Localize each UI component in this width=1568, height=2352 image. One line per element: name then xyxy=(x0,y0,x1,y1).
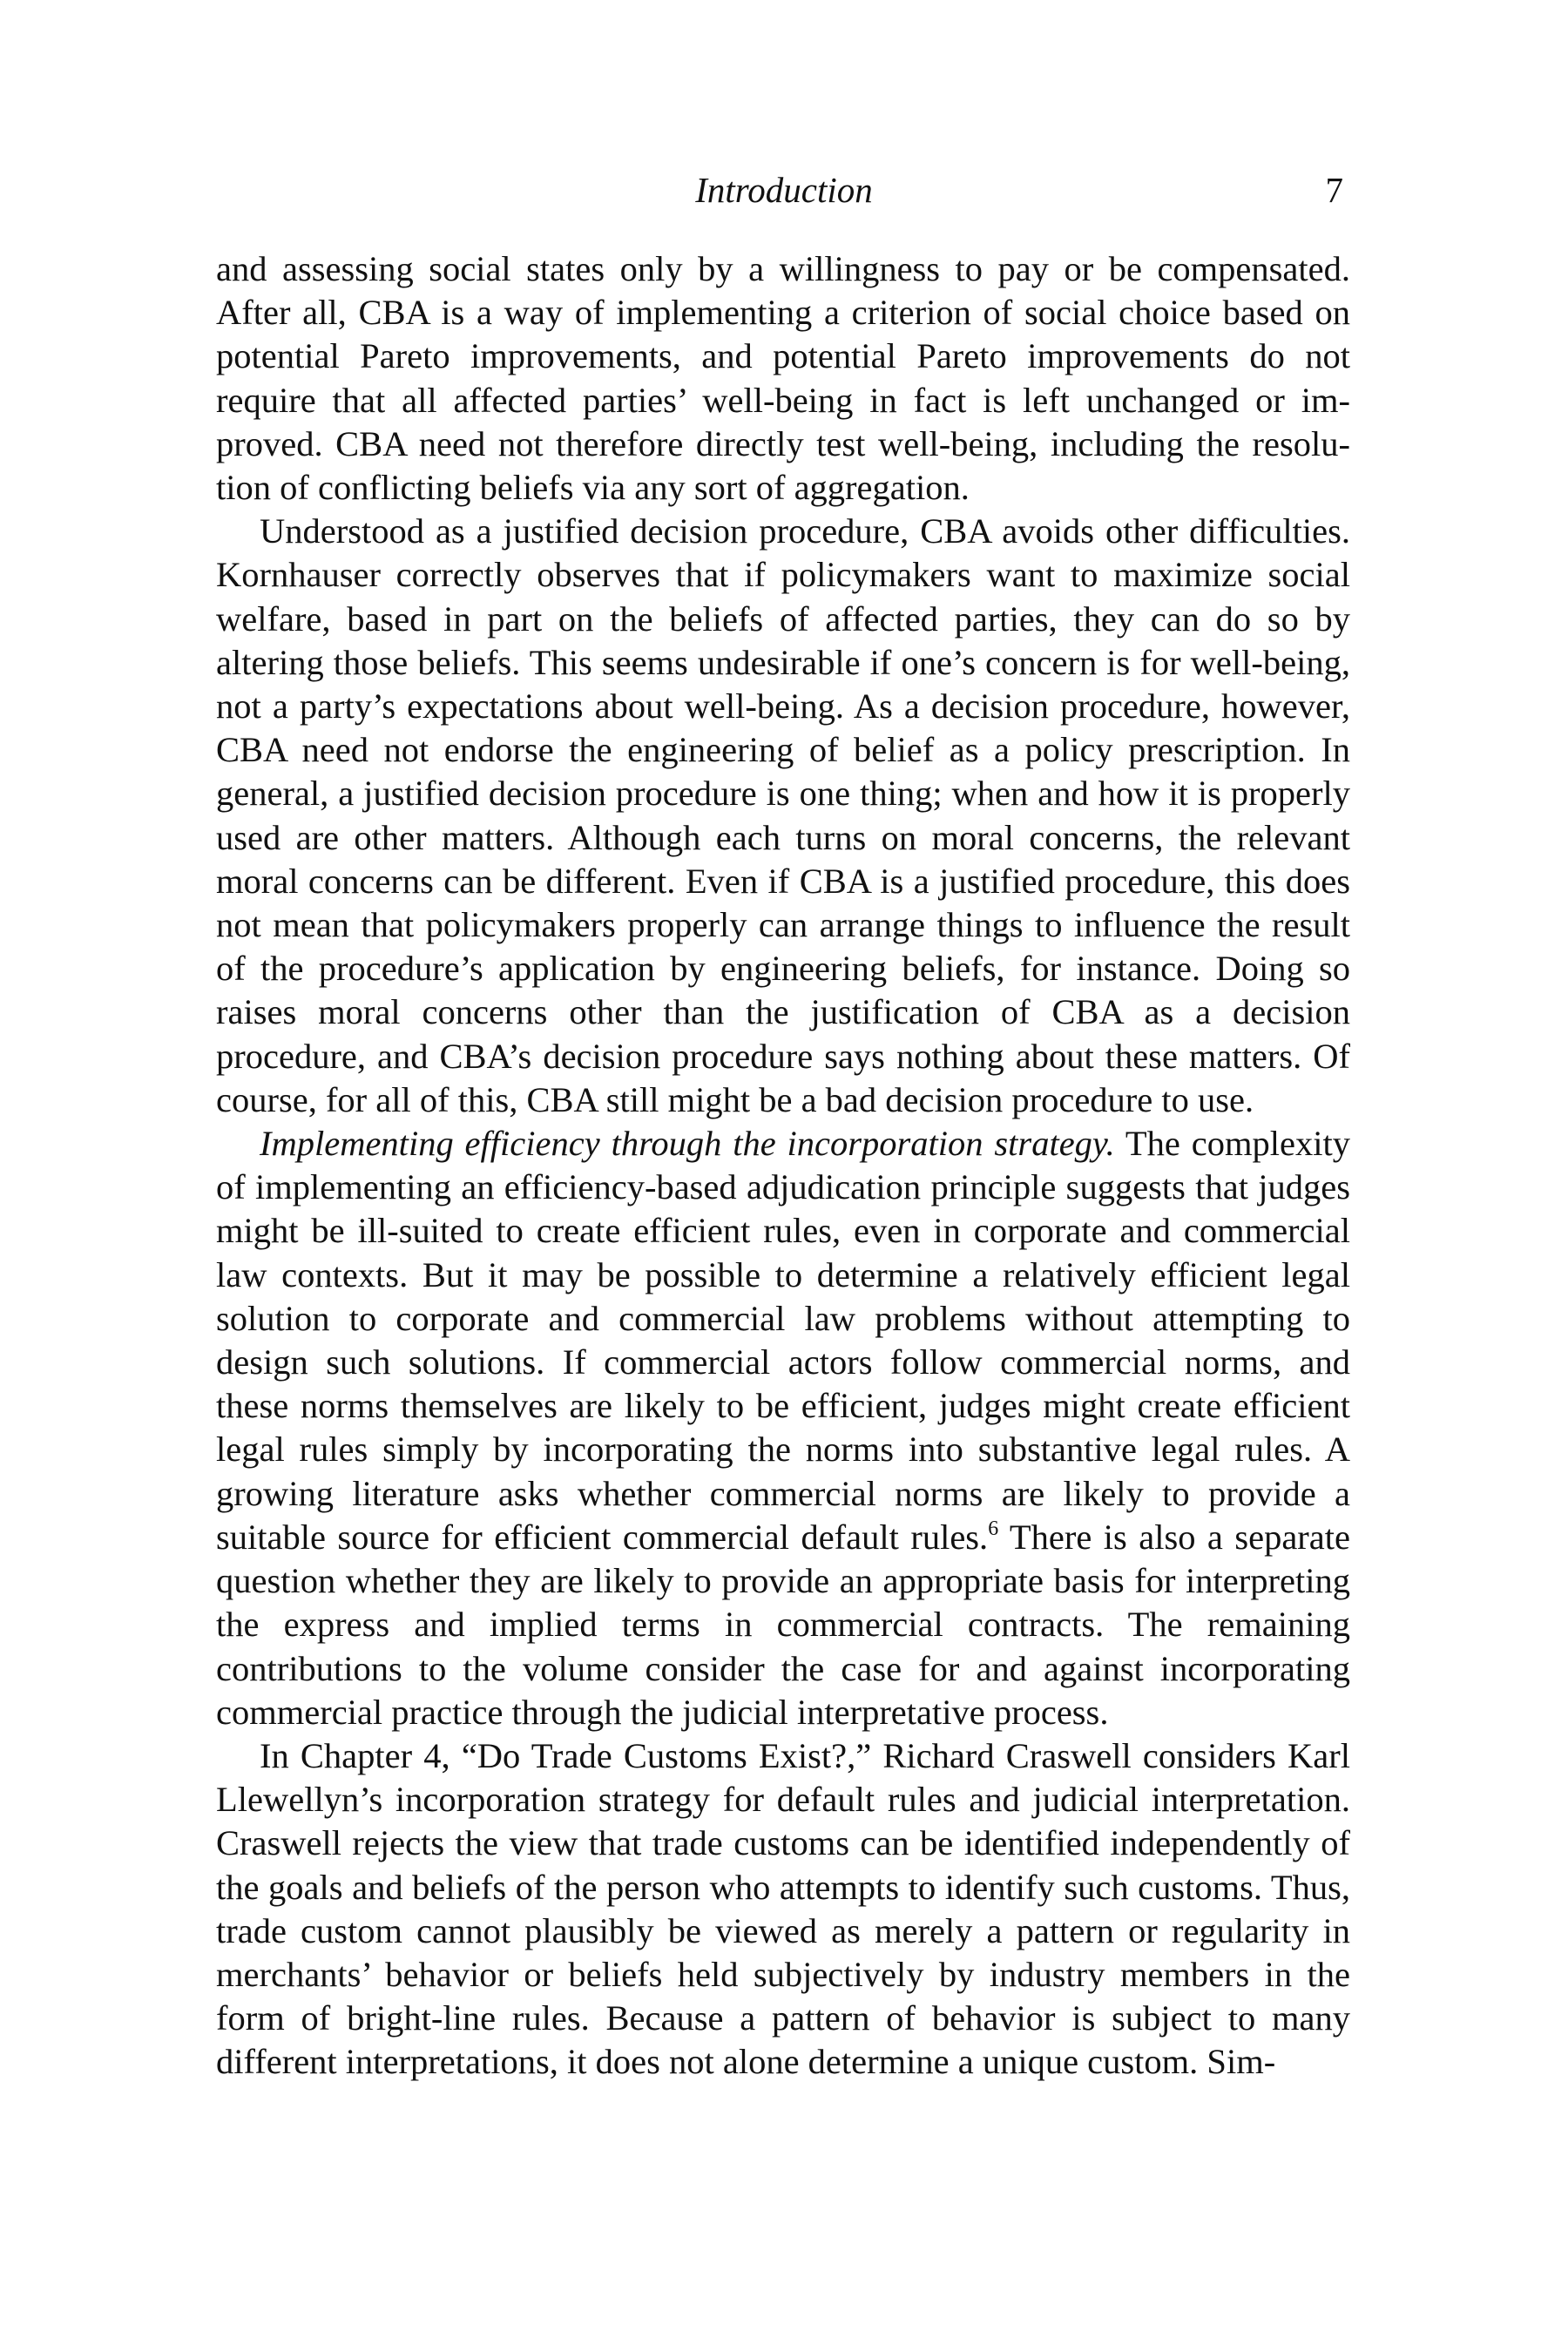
body-text xyxy=(216,247,1350,2085)
paragraph-3-text-part-1: The complexity of implementing an efficiency-based adjudication principle suggests that judges might be ill-suited to create efficient rules, even in corporate and commercial law contexts. But it may be possible to determine a relatively efficient legal solution to corporate and commercial law problems without attempting to design such solutions. If commercial actors follow commercial norms, and these norms themselves are likely to be efficient, judges might create efficient legal rules simply by incorporating the norms into substantive legal rules. A growing literature asks whether commercial norms are likely to provide a suitable source for efficient commercial default rules. xyxy=(216,1124,1350,1557)
paragraph-2: Understood as a justified decision procedure, CBA avoids other difficulties. Kornhauser correctly observes that if policymakers want to maximize social welfare, based in part on the beliefs of affected parties, they can do so by altering those beliefs. This seems undesirable if one’s concern is for well-being, not a party’s expectations about well-being. As a decision procedure, however, CBA need not endorse the engineering of belief as a policy prescription. In general, a justified decision procedure is one thing; when and how it is properly used are other matters. Although each turns on moral concerns, the relevant moral concerns can be different. Even if CBA is a justified procedure, this does not mean that policymakers properly can arrange things to influence the result of the procedure’s application by engineering beliefs, for instance. Doing so raises moral concerns other than the justification of CBA as a decision procedure, and CBA’s decision procedure says nothing about these matters. Of course, for all of this, CBA still might be a bad decision procedure to use. xyxy=(216,511,1350,1119)
paragraph-4: In Chapter 4, “Do Trade Customs Exist?,” Richard Craswell considers Karl Llewellyn’s incorporation strategy for default rules and judicial interpretation. Craswell rejects the view that trade customs can be identified independently of the goals and beliefs of the person who attempts to identify such customs. Thus, trade custom cannot plausibly be viewed as merely a pattern or regularity in merchants’ behavior or beliefs held subjectively by industry members in the form of bright-line rules. Because a pattern of behavior is subject to many different interpretations, it does not alone determine a unique custom. Sim- xyxy=(216,1735,1350,2082)
paragraph-3-text-part-2: There is also a separate question whether they are likely to provide an appropriate basis for interpreting the express and implied terms in commercial contracts. The remaining contributions to the volume consider the case for and against incorporating commercial practice through the judicial interpretative process. xyxy=(216,1517,1350,1732)
running-header xyxy=(0,164,1568,216)
running-title: Introduction xyxy=(695,170,873,210)
paragraph-3 xyxy=(216,1122,1350,1734)
italic-lead-in: Implementing efficiency through the incorporation strategy. xyxy=(260,1124,1115,1164)
paragraph-1: and assessing social states only by a willingness to pay or be compensated. After all, CBA is a way of implementing a criterion of social choice based on potential Pareto improvements, and potential Pareto improvements do not require that all affected parties’ well-being in fact is left unchanged or improved. CBA need not therefore directly test well-being, including the resolution of conflicting beliefs via any sort of aggregation. xyxy=(216,249,1350,508)
page-number: 7 xyxy=(1325,170,1343,210)
footnote-marker: 6 xyxy=(988,1517,999,1540)
